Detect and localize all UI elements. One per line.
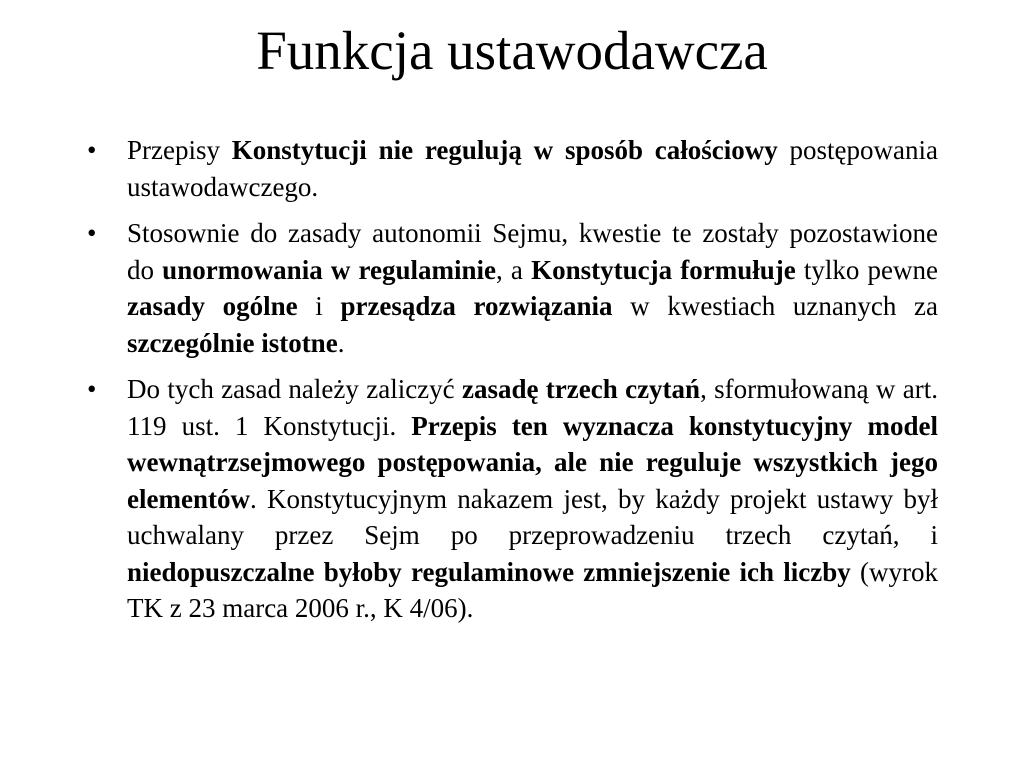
text-run: Przepisy [127, 135, 232, 165]
bold-text-run: Konstytucji nie regulują w sposób całościowy [231, 135, 778, 165]
bold-text-run: szczególnie istotne [127, 327, 338, 358]
bullet-dot: • [87, 218, 97, 248]
text-run: , a [496, 254, 532, 285]
bullet-dot: • [87, 374, 97, 404]
bold-text-run: przesądza rozwiązania [340, 291, 613, 321]
bold-text-run: zasadę trzech czytań [461, 374, 701, 404]
text-run: (wyrok TK z 23 marca 2006 r., K 4/06). [127, 556, 939, 623]
bullet-dot: • [87, 135, 97, 165]
text-run: . Konstytucyjnym nakazem jest, by każdy projekt ustawy był uchwalany przez Sejm po przeprowadzeniu trzech czytań, i [127, 483, 938, 550]
bullet-list [0, 132, 1024, 637]
bold-text-run: unormowania w regulaminie [162, 254, 497, 285]
text-run: tylko pewne [795, 254, 939, 285]
slide-title: Funkcja ustawodawcza [256, 20, 768, 81]
bullet-item [87, 371, 939, 627]
text-run: Do tych zasad należy zaliczyć [127, 374, 462, 404]
bold-text-run: niedopuszczalne byłoby regulaminowe zmniejszenie ich liczby [127, 556, 851, 587]
text-run: w kwestiach uznanych za [612, 291, 938, 321]
text-run: . [337, 327, 345, 358]
bold-text-run: Konstytucja formułuje [531, 254, 796, 285]
text-run: i [297, 291, 341, 321]
bullet-item [87, 215, 939, 361]
bold-text-run: Przepis ten wyznacza konstytucyjny model wewnątrzsejmowego postępowania, ale nie reguluje wszystkich jego elementów [127, 410, 938, 514]
bullet-item [87, 132, 938, 205]
bold-text-run: zasady ogólne [127, 291, 298, 321]
text-run: , sformułowaną w art. 119 ust. 1 Konstytucji. [127, 374, 938, 441]
text-run: postępowania ustawodawczego. [127, 135, 938, 202]
text-run: Stosownie do zasady autonomii Sejmu, kwestie te zostały pozostawione do [127, 218, 938, 285]
